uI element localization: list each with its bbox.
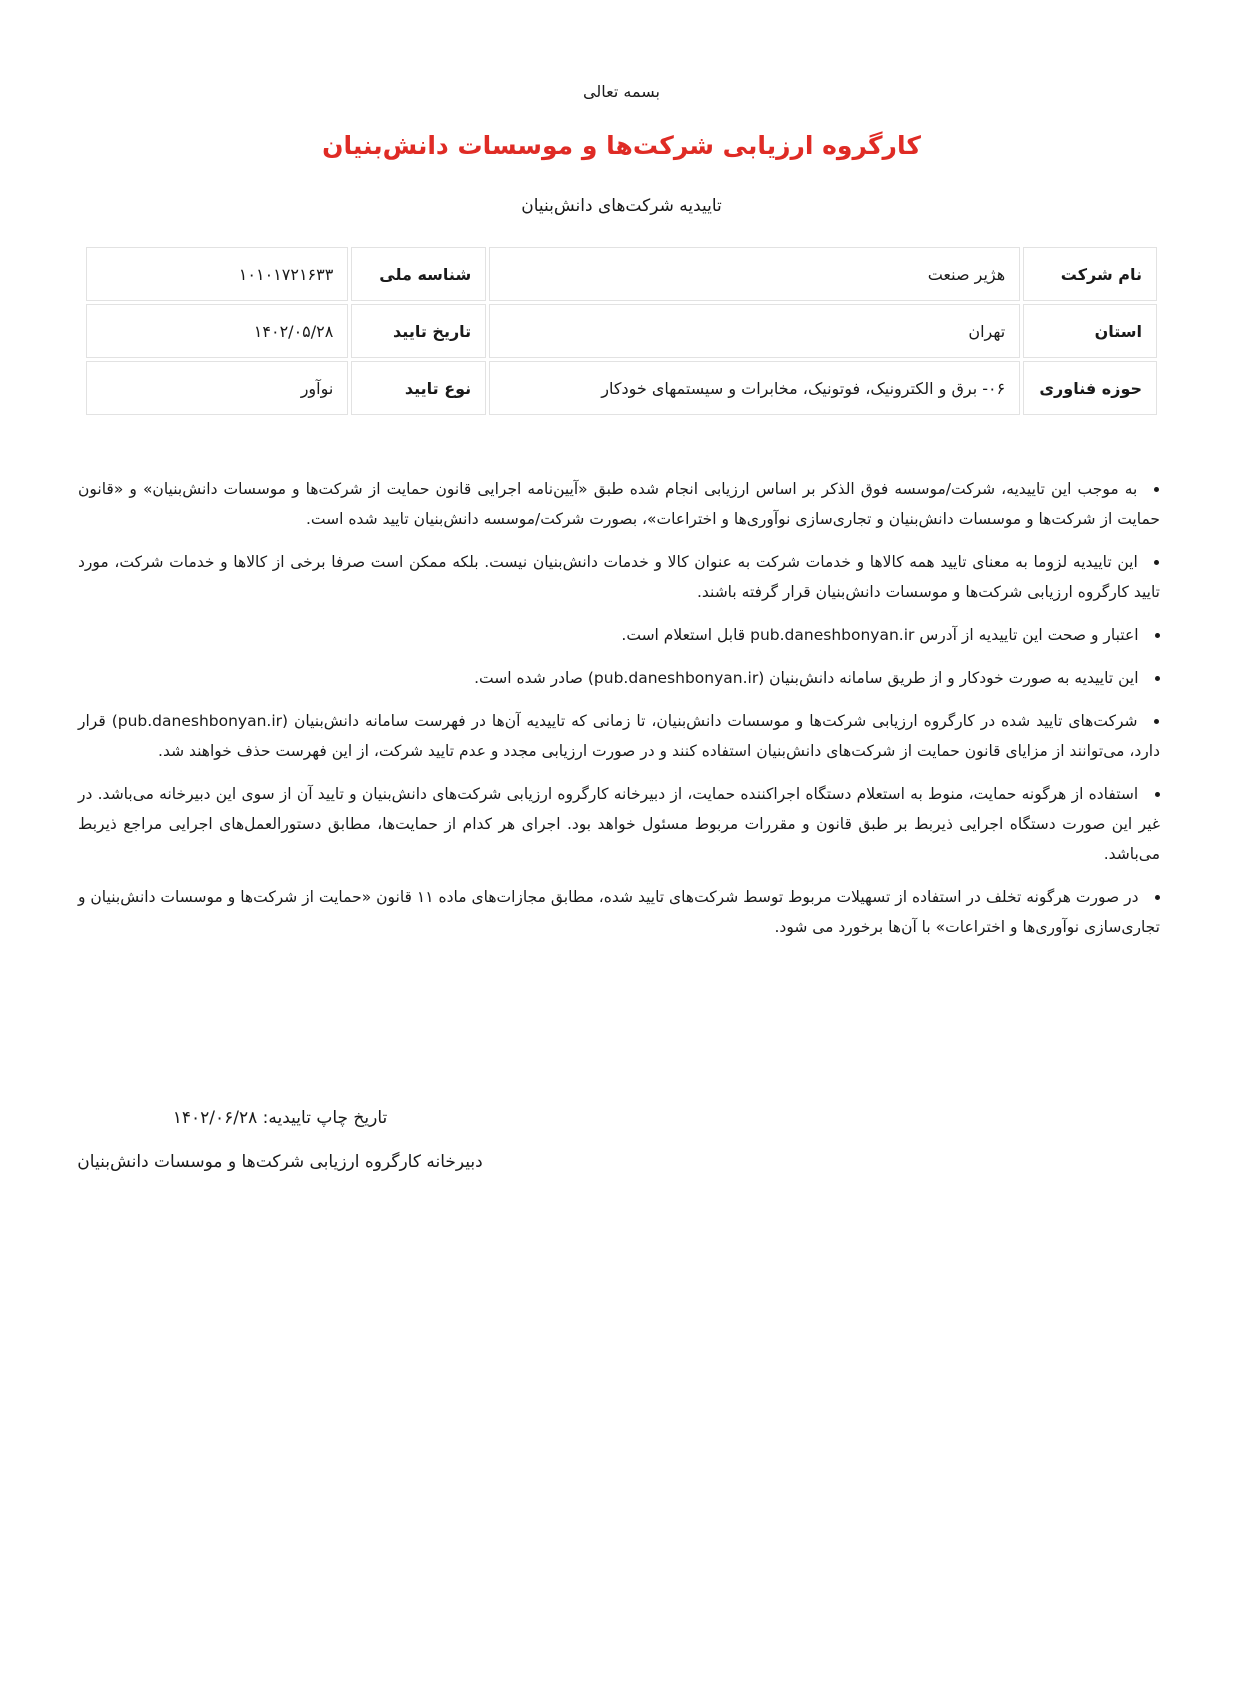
page-subtitle: تاییدیه شرکت‌های دانش‌بنیان xyxy=(521,196,722,216)
term-item-automatic-issue: • این تاییدیه به صورت خودکار و از طریق سامانه دانش‌بنیان (pub.daneshbonyan.ir) صادر شده است. xyxy=(78,663,1160,693)
print-date: تاریخ چاپ تاییدیه: ۱۴۰۲/۰۶/۲۸ xyxy=(172,1108,388,1128)
signature-block xyxy=(45,1108,515,1172)
term-item-verification: • اعتبار و صحت این تاییدیه از آدرس pub.daneshbonyan.ir قابل استعلام است. xyxy=(78,620,1160,650)
page-title: کارگروه ارزیابی شرکت‌ها و موسسات دانش‌بنیان xyxy=(322,131,921,160)
approval-type-value: نوآور xyxy=(86,361,348,415)
approval-type-label: نوع تایید xyxy=(351,361,486,415)
approval-date-value: ۱۴۰۲/۰۵/۲۸ xyxy=(86,304,348,358)
company-info-table-wrap xyxy=(83,244,1160,418)
technology-field-label: حوزه فناوری xyxy=(1023,361,1157,415)
province-value: تهران xyxy=(489,304,1020,358)
company-name-value: هژیر صنعت xyxy=(489,247,1020,301)
term-item-inquiry: • استفاده از هرگونه حمایت، منوط به استعلام دستگاه اجراکننده حمایت، از دبیرخانه کارگروه ارزیابی شرکت‌های دانش‌بنیان و تایید آن از سوی این دبیرخانه می‌باشد. در غیر این صورت دستگاه اجرایی ذیربط بر طبق قانون و مقررات مربوط مسئول خواهد بود. اجرای هر کدام از حمایت‌ها، مطابق دستورالعمل‌های اجرایی مراجع ذیربط می‌باشد. xyxy=(78,779,1160,869)
table-row-technology xyxy=(86,361,1157,415)
technology-field-value: ۰۶- برق و الکترونیک، فوتونیک، مخابرات و سیستمهای خودکار xyxy=(489,361,1020,415)
term-item-listing: • شرکت‌های تایید شده در کارگروه ارزیابی شرکت‌ها و موسسات دانش‌بنیان، تا زمانی که تاییدیه آن‌ها در فهرست سامانه دانش‌بنیان (pub.daneshbonyan.ir) قرار دارد، می‌توانند از مزایای قانون حمایت از شرکت‌های دانش‌بنیان استفاده کنند و در صورت ارزیابی مجدد و عدم تایید شرکت، از این فهرست حذف خواهند شد. xyxy=(78,706,1160,766)
table-row-province xyxy=(86,304,1157,358)
table-row-company xyxy=(86,247,1157,301)
terms-list xyxy=(78,474,1160,942)
company-info-table xyxy=(83,244,1160,418)
term-item-legal-basis: • به موجب این تاییدیه، شرکت/موسسه فوق الذکر بر اساس ارزیابی انجام شده طبق «آیین‌نامه اجرایی قانون حمایت از شرکت‌ها و موسسات دانش‌بنیان» و «قانون حمایت از شرکت‌ها و موسسات دانش‌بنیان و تجاری‌سازی نوآوری‌ها و اختراعات»، بصورت شرکت/موسسه دانش‌بنیان تایید شده است. xyxy=(78,474,1160,534)
term-item-violation: • در صورت هرگونه تخلف در استفاده از تسهیلات مربوط توسط شرکت‌های تایید شده، مطابق مجازات‌های ماده ۱۱ قانون «حمایت از شرکت‌ها و موسسات دانش‌بنیان و تجاری‌سازی نوآوری‌ها و اختراعات» با آن‌ها برخورد می شود. xyxy=(78,882,1160,942)
term-item-scope: • این تاییدیه لزوما به معنای تایید همه کالاها و خدمات شرکت به عنوان کالا و خدمات دانش‌بنیان نیست. بلکه ممکن است صرفا برخی از کالاها و خدمات شرکت، مورد تایید کارگروه ارزیابی شرکت‌ها و موسسات دانش‌بنیان قرار گرفته باشند. xyxy=(78,547,1160,607)
company-name-label: نام شرکت xyxy=(1023,247,1157,301)
national-id-label: شناسه ملی xyxy=(351,247,486,301)
secretariat-name: دبیرخانه کارگروه ارزیابی شرکت‌ها و موسسات دانش‌بنیان xyxy=(77,1152,483,1172)
basmala-text: بسمه تعالی xyxy=(583,82,660,101)
national-id-value: ۱۰۱۰۱۷۲۱۶۳۳ xyxy=(86,247,348,301)
province-label: استان xyxy=(1023,304,1157,358)
approval-date-label: تاریخ تایید xyxy=(351,304,486,358)
